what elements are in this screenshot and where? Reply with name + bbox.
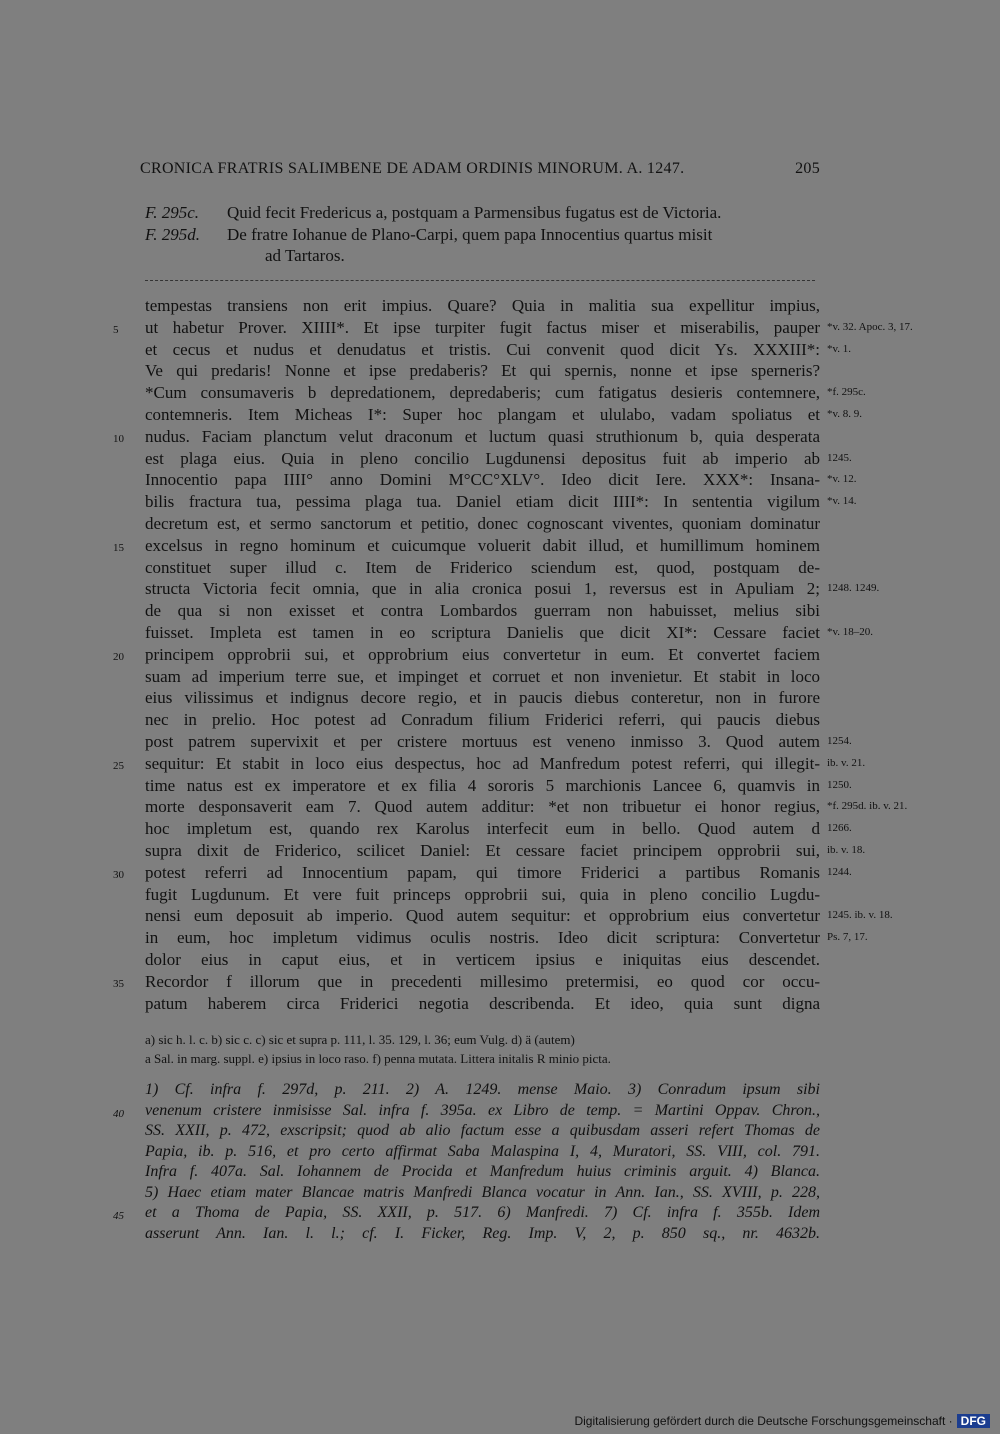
dfg-logo: DFG: [957, 1414, 990, 1428]
text-line: [145, 666, 820, 688]
line-text: ut habetur Prover. XIIII*. Et ipse turpiter fugit factus miser et miserabilis, pauper: [145, 317, 820, 337]
line-number: 35: [113, 977, 124, 990]
margin-note: *v. 8. 9.: [827, 407, 863, 420]
apparatus-line: a) sic h. l. c. b) sic c. c) sic et supra p. 111, l. 35. 129, l. 36; eum Vulg. d) ä (autem): [145, 1032, 575, 1047]
text-line: [145, 709, 820, 731]
line-text: fuisset. Impleta est tamen in eo scriptura Danielis que dicit XI*: Cessare faciet: [145, 622, 820, 642]
rubric-text: De fratre Iohanue de Plano-Carpi, quem papa Innocentius quartus misit: [227, 225, 713, 244]
text-line: [113, 644, 820, 666]
line-number: 15: [113, 541, 124, 554]
margin-note: *v. 18–20.: [827, 625, 874, 638]
line-text: dolor eius in caput eius, et in verticem ipsius e iniquitas eius descendet.: [145, 949, 820, 969]
rubric-line: [145, 225, 820, 245]
line-text: patum haberem circa Friderici negotia describenda. Et ideo, quia sunt digna: [145, 993, 820, 1013]
separator-rule: [145, 280, 815, 281]
line-text: morte desponsaverit eam 7. Quod autem additur: *et non tribuetur ei honor regius,: [145, 797, 820, 817]
line-text: Recordor f illorum que in precedenti millesimo pretermisi, eo quod cor occu-: [145, 971, 820, 991]
line-text: 1) Cf. infra f. 297d, p. 211. 2) A. 1249. mense Maio. 3) Conradum ipsum sibi: [145, 1081, 820, 1098]
text-line: [145, 578, 880, 600]
line-text: hoc impletum est, quando rex Karolus interfecit eum in bello. Quod autem d: [145, 819, 820, 839]
line-text: 5) Haec etiam mater Blancae matris Manfredi Blanca vocatur in Ann. Ian., SS. XVIII, p. 228,: [145, 1183, 820, 1201]
line-text: constituet super illud c. Item de Friderico sciendum est, quod, postquam de-: [145, 557, 820, 577]
text-line: [145, 600, 820, 622]
line-text: bilis fractura tua, pessima plaga tua. Daniel etiam dicit IIII*: In sententia vigilum: [145, 492, 820, 512]
margin-note: 1250.: [827, 778, 852, 791]
line-text: suam ad imperium terre sue, et impinget et corruet et non invenietur. Et stabit in loco: [145, 666, 820, 686]
text-line: [145, 687, 820, 709]
rubric-line: [145, 203, 820, 223]
text-line: [113, 317, 913, 339]
margin-note: *v. 12.: [827, 473, 857, 486]
text-line: [113, 753, 866, 775]
line-text: sequitur: Et stabit in loco eius despectus, hoc ad Manfredum potest referri, qui illegit-: [145, 753, 820, 773]
line-text: potest referri ad Innocentium papam, qui timore Friderici a partibus Romanis: [145, 862, 820, 882]
line-number: 25: [113, 759, 124, 772]
line-text: nec in prelio. Hoc potest ad Conradum filium Friderici referri, qui paucis diebus: [145, 710, 820, 730]
margin-note: *v. 32. Apoc. 3, 17.: [827, 320, 913, 333]
digitization-footer: [574, 1414, 990, 1428]
text-line: [145, 796, 908, 818]
text-line: [113, 535, 820, 557]
margin-note: 1244.: [827, 865, 852, 878]
line-text: supra dixit de Friderico, scilicet Daniel: Et cessare faciet principem opprobrii sui,: [145, 840, 820, 860]
text-line: [145, 1142, 820, 1163]
line-text: de qua si non exisset et contra Lombardos guerram non habuisset, melius sibi: [145, 601, 820, 621]
page-number: 205: [795, 160, 820, 177]
margin-note: *v. 1.: [827, 342, 852, 355]
text-line: [145, 731, 852, 753]
margin-note: 1254.: [827, 734, 852, 747]
text-line: [145, 1224, 820, 1245]
line-text: contemneris. Item Micheas I*: Super hoc plangam et ululabo, vadam spoliatus et: [145, 404, 820, 424]
margin-note: *f. 295d. ib. v. 21.: [827, 800, 908, 813]
line-text: tempestas transiens non erit impius. Quare? Quia in malitia sua expellitur impius,: [145, 296, 820, 315]
line-text: eius vilissimus et indignus decore regio, et in paucis diebus conteretur, non in furore: [145, 688, 820, 708]
line-text: *Cum consumaveris b depredationem, depredaberis; cum fatigatus desieris contemnere,: [145, 383, 820, 403]
line-text: nudus. Faciam planctum velut draconum et luctum quasi struthionum b, quia desperata: [145, 426, 820, 446]
text-line: [113, 971, 820, 993]
main-text: [113, 295, 913, 1014]
margin-note: 1245.: [827, 451, 852, 464]
text-line: [145, 1162, 820, 1183]
text-line: [145, 469, 857, 491]
text-line: [145, 993, 820, 1015]
text-line: [145, 840, 866, 862]
text-line: [145, 382, 866, 404]
line-text: Innocentio papa IIII° anno Domini M°CC°XLV°. Ideo dicit Iere. XXX*: Insana-: [145, 470, 820, 490]
line-text: venenum cristere inmisisse Sal. infra f. 395a. ex Libro de temp. = Martini Oppav. Chron.,: [145, 1101, 820, 1119]
rubric-label: F. 295c.: [145, 203, 199, 222]
text-line: [145, 622, 874, 644]
running-header: [140, 160, 820, 178]
rubric-text: ad Tartaros.: [265, 246, 345, 265]
text-line: [145, 884, 820, 906]
margin-note: 1245. ib. v. 18.: [827, 909, 893, 922]
line-text: est plaga eius. Quia in pleno concilio Lugdunensi depositus fuit ab imperio ab: [145, 448, 820, 468]
line-number: 40: [113, 1107, 124, 1120]
text-line: [113, 862, 852, 884]
footnotes: [113, 1080, 820, 1244]
text-line: [145, 448, 852, 470]
line-text: nensi eum deposuit ab imperio. Quod autem sequitur: et opprobrium eius convertetur: [145, 906, 820, 926]
line-text: Infra f. 407a. Sal. Iohannem de Procida et Manfredum huius criminis arguit. 4) Blanca.: [145, 1163, 820, 1180]
line-text: et cecus et nudus et denudatus et tristis. Cui convenit quod dicit Ys. XXXIII*:: [145, 339, 820, 359]
line-text: in eum, hoc impletum vidimus oculis nostris. Ideo dicit scriptura: Convertetur: [145, 928, 820, 948]
line-text: principem opprobrii sui, et opprobrium eius convertetur in eum. Et convertet faciem: [145, 644, 820, 664]
text-line: [145, 818, 852, 840]
text-line: [145, 360, 820, 382]
line-text: fugit Lugdunum. Et vere fuit princeps opprobrii sui, quia in pleno concilio Lugdu-: [145, 884, 820, 904]
margin-note: *f. 295c.: [827, 386, 866, 399]
text-line: [145, 1121, 820, 1142]
text-line: [145, 404, 863, 426]
line-number: 5: [113, 323, 119, 336]
footer-text: Digitalisierung gefördert durch die Deutsche Forschungsgemeinschaft ·: [574, 1414, 953, 1428]
text-apparatus: [145, 1030, 820, 1068]
line-text: excelsus in regno hominum et cuicumque voluerit dabit illud, et humillimum hominem: [145, 535, 820, 555]
text-line: [145, 949, 820, 971]
line-number: 30: [113, 868, 124, 881]
line-text: SS. XXII, p. 472, exscripsit; quod ab alio factum esse a quibusdam asseri refert Thomas de: [145, 1122, 820, 1139]
text-line: [145, 1183, 820, 1204]
margin-note: 1248. 1249.: [827, 582, 880, 595]
text-line: [113, 1203, 820, 1224]
rubric-label: F. 295d.: [145, 225, 200, 244]
text-line: [145, 775, 852, 797]
text-line: [145, 1080, 820, 1101]
line-text: decretum est, et sermo sanctorum et petitio, donec cognoscant viventes, quoniam dominatur: [145, 513, 820, 533]
line-text: asserunt Ann. Ian. l. l.; cf. I. Ficker, Reg. Imp. V, 2, p. 850 sq., nr. 4632b.: [145, 1224, 820, 1242]
rubric-line: [265, 246, 665, 266]
line-text: time natus est ex imperatore et ex filia 4 sororis 5 marchionis Lancee 6, quamvis in: [145, 775, 820, 795]
text-line: [145, 339, 852, 361]
margin-note: Ps. 7, 17.: [827, 931, 868, 944]
margin-note: ib. v. 21.: [827, 756, 866, 769]
apparatus-line: a Sal. in marg. suppl. e) ipsius in loco raso. f) penna mutata. Littera initalis R minio picta.: [145, 1051, 611, 1066]
line-text: structa Victoria fecit omnia, que in alia cronica posui 1, reversus est in Apuliam 2;: [145, 579, 820, 599]
line-number: 10: [113, 432, 124, 445]
line-number: 45: [113, 1210, 124, 1222]
margin-note: *v. 14.: [827, 495, 857, 508]
text-line: [145, 295, 820, 317]
line-text: Ve qui predaris! Nonne et ipse predaberis? Et qui spernis, nonne et ipse sperneris?: [145, 361, 820, 381]
margin-note: ib. v. 18.: [827, 843, 866, 856]
line-text: et a Thoma de Papia, SS. XXII, p. 517. 6) Manfredi. 7) Cf. infra f. 355b. Idem: [145, 1204, 820, 1221]
line-text: Papia, ib. p. 516, et pro certo affirmat Saba Malaspina I, 4, Muratori, SS. VIII, col. 791.: [145, 1142, 820, 1160]
text-line: [145, 905, 893, 927]
text-line: [113, 426, 820, 448]
text-line: [113, 1101, 820, 1122]
text-line: [145, 927, 868, 949]
line-text: post patrem supervixit et per cristere mortuus est veneno inmisso 3. Quod autem: [145, 731, 820, 751]
header-title: CRONICA FRATRIS SALIMBENE DE ADAM ORDINIS MINORUM. A. 1247.: [140, 160, 685, 177]
line-number: 20: [113, 650, 124, 663]
text-line: [145, 491, 857, 513]
margin-note: 1266.: [827, 822, 852, 835]
rubric-text: Quid fecit Fredericus a, postquam a Parmensibus fugatus est de Victoria.: [227, 203, 722, 222]
text-line: [145, 557, 820, 579]
text-line: [145, 513, 820, 535]
